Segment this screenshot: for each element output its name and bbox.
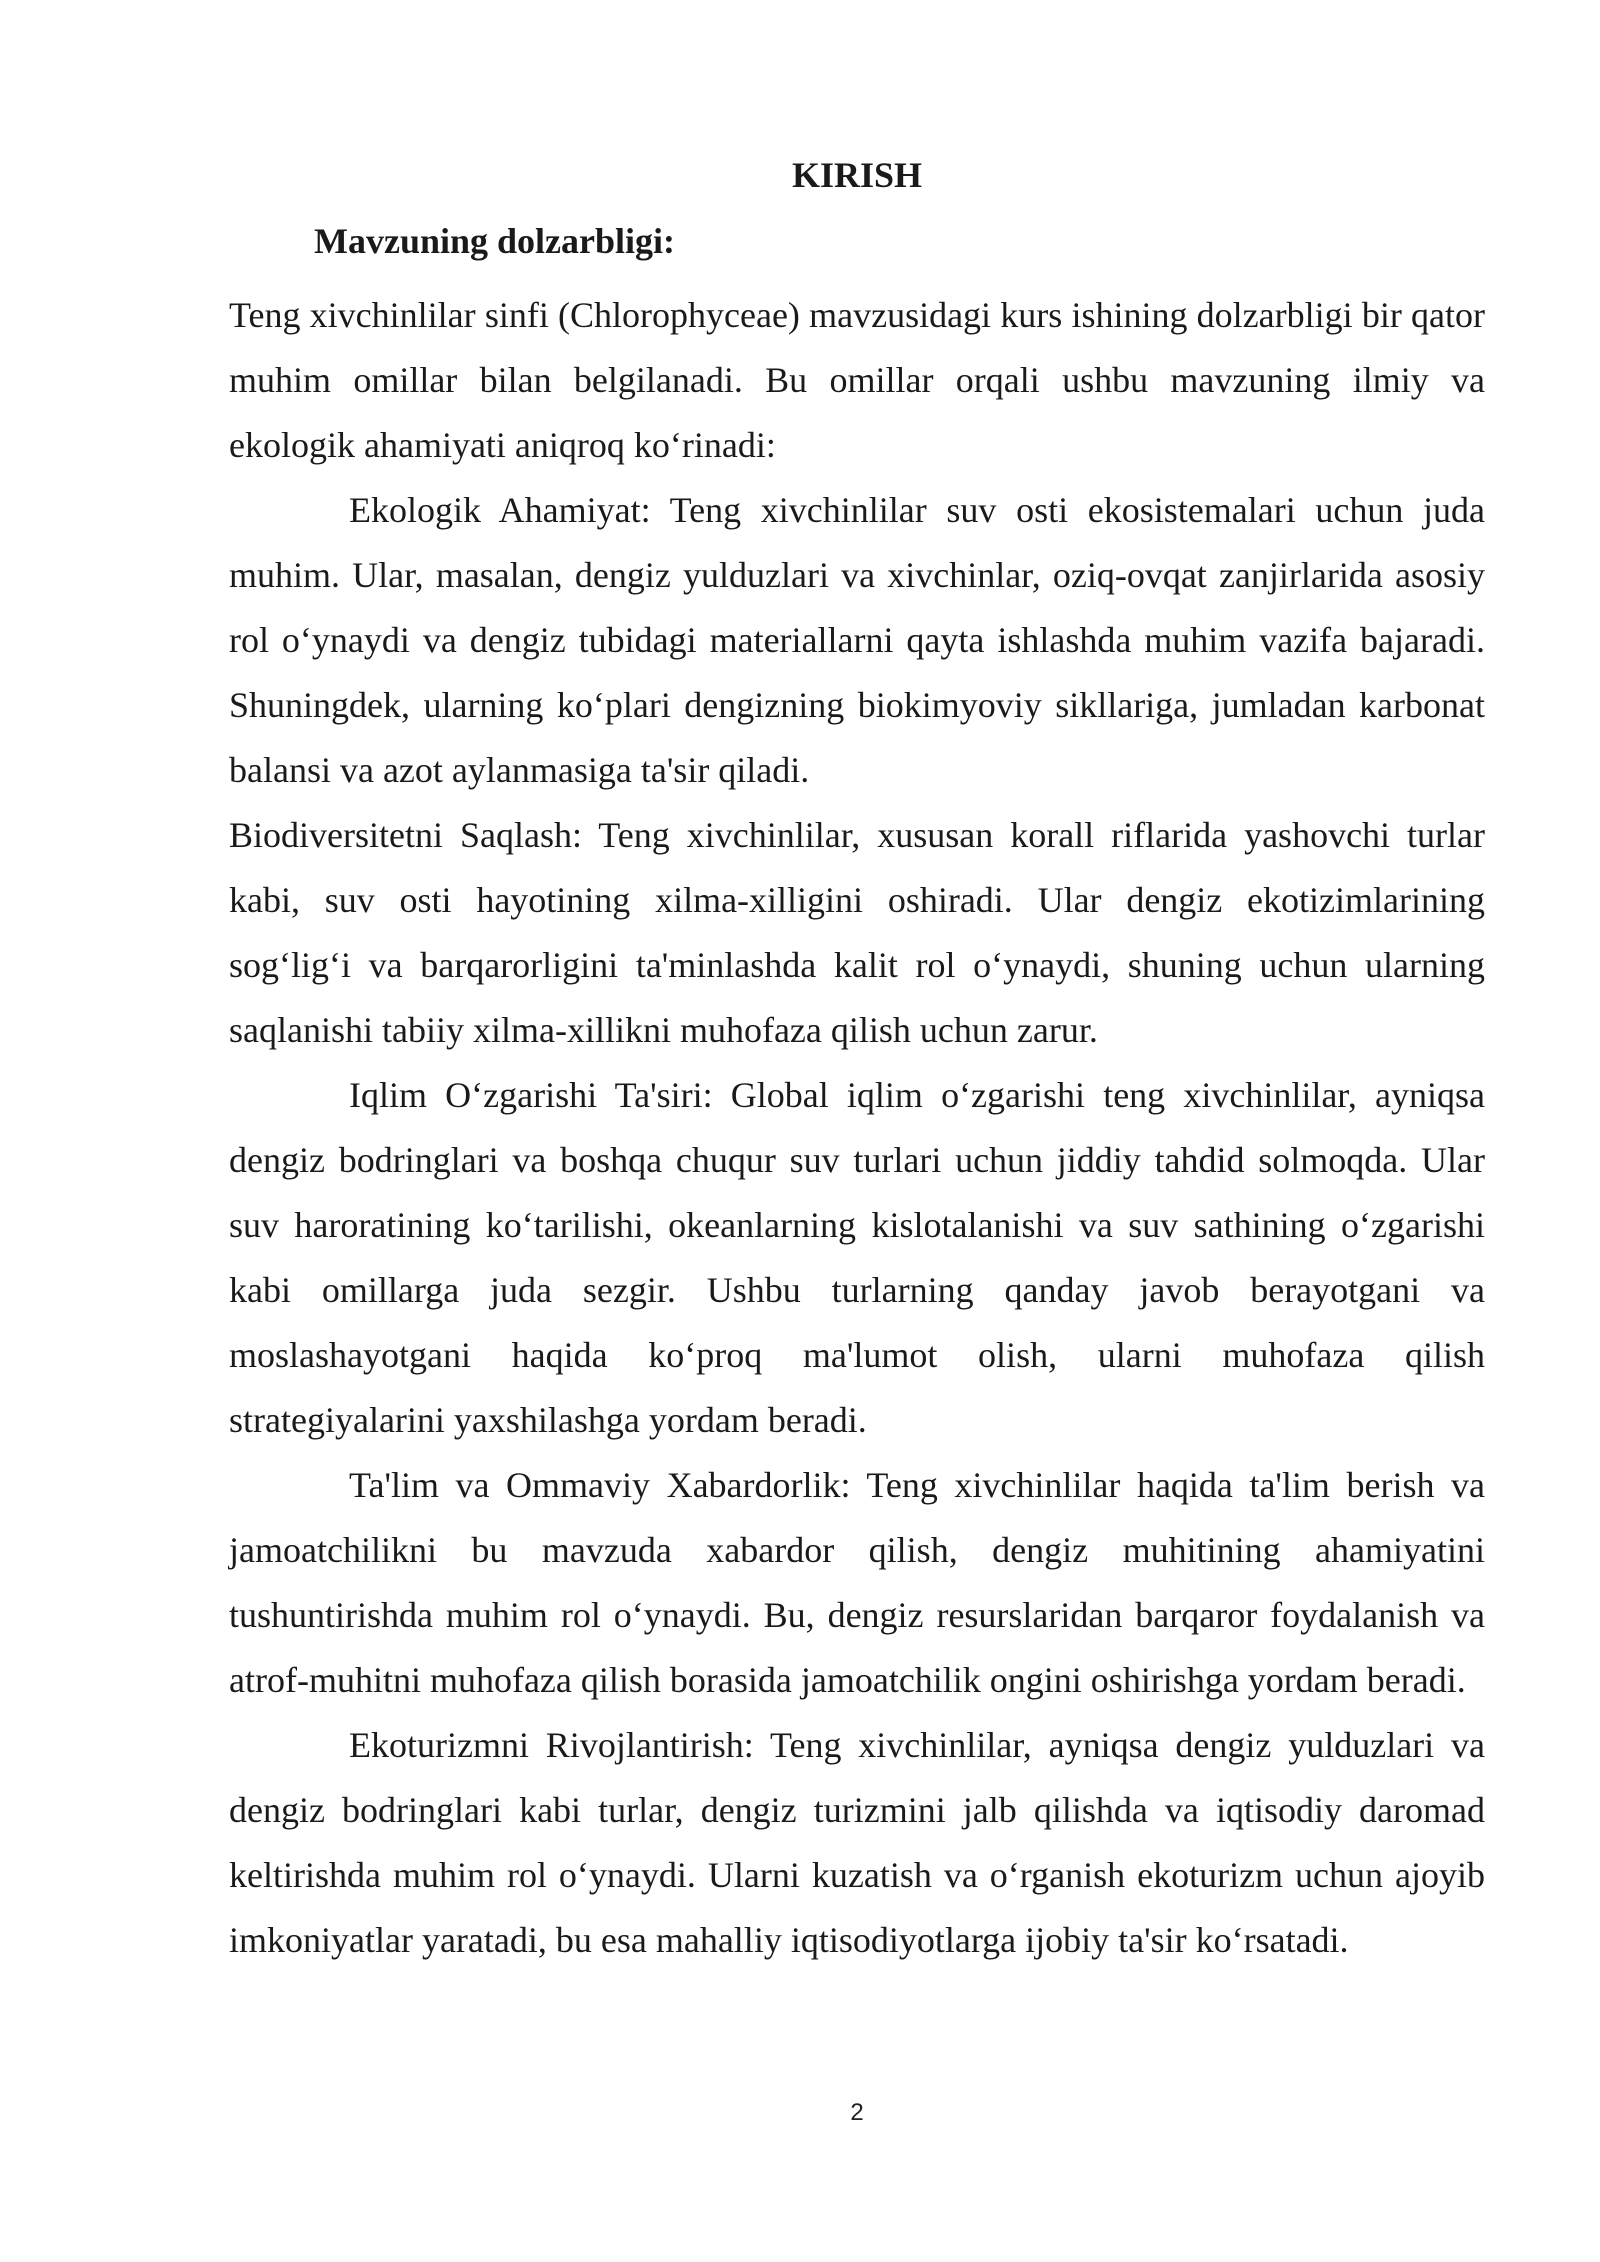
section-subtitle: Mavzuning dolzarbligi: <box>314 221 676 261</box>
page-title: KIRISH <box>791 155 923 195</box>
paragraph-intro: Teng xivchinlilar sinfi (Chlorophyceae) mavzusidagi kurs ishining dolzarbligi bir qator muhim omillar bilan belgilanadi. Bu omillar orqali ushbu mavzuning ilmiy va ekologik ahamiyati aniqroq ko‘rinadi: <box>229 295 1485 465</box>
paragraph-ecotourism: Ekoturizmni Rivojlantirish: Teng xivchinlilar, ayniqsa dengiz yulduzlari va dengiz bodringlari kabi turlar, dengiz turizmini jalb qilishda va iqtisodiy daromad keltirishda muhim rol o‘ynaydi. Ularni kuzatish va o‘rganish ekoturizm uchun ajoyib imkoniyatlar yaratadi, bu esa mahalliy iqtisodiyotlarga ijobiy ta'sir ko‘rsatadi. <box>229 1725 1485 1960</box>
paragraph-climate-change: Iqlim O‘zgarishi Ta'siri: Global iqlim o‘zgarishi teng xivchinlilar, ayniqsa dengiz bodringlari va boshqa chuqur suv turlari uchun jiddiy tahdid solmoqda. Ular suv haroratining ko‘tarilishi, okeanlarning kislotalanishi va suv sathining o‘zgarishi kabi omillarga juda sezgir. Ushbu turlarning qanday javob berayotgani va moslashayotgani haqida ko‘proq ma'lumot olish, ularni muhofaza qilish strategiyalarini yaxshilashga yordam beradi. <box>229 1075 1485 1440</box>
page-number: 2 <box>850 2099 864 2126</box>
body-text <box>229 283 1485 1973</box>
paragraph-education: Ta'lim va Ommaviy Xabardorlik: Teng xivchinlilar haqida ta'lim berish va jamoatchilikni bu mavzuda xabardor qilish, dengiz muhitining ahamiyatini tushuntirishda muhim rol o‘ynaydi. Bu, dengiz resurslaridan barqaror foydalanish va atrof-muhitni muhofaza qilish borasida jamoatchilik ongini oshirishga yordam beradi. <box>229 1465 1485 1700</box>
paragraph-biodiversity: Biodiversitetni Saqlash: Teng xivchinlilar, xususan korall riflarida yashovchi turlar kabi, suv osti hayotining xilma-xilligini oshiradi. Ular dengiz ekotizimlarining sog‘lig‘i va barqarorligini ta'minlashda kalit rol o‘ynaydi, shuning uchun ularning saqlanishi tabiiy xilma-xillikni muhofaza qilish uchun zarur. <box>229 815 1485 1050</box>
paragraph-ecological-importance: Ekologik Ahamiyat: Teng xivchinlilar suv osti ekosistemalari uchun juda muhim. Ular, masalan, dengiz yulduzlari va xivchinlar, oziq-ovqat zanjirlarida asosiy rol o‘ynaydi va dengiz tubidagi materiallarni qayta ishlashda muhim vazifa bajaradi. Shuningdek, ularning ko‘plari dengizning biokimyoviy sikllariga, jumladan karbonat balansi va azot aylanmasiga ta'sir qiladi. <box>229 490 1485 790</box>
